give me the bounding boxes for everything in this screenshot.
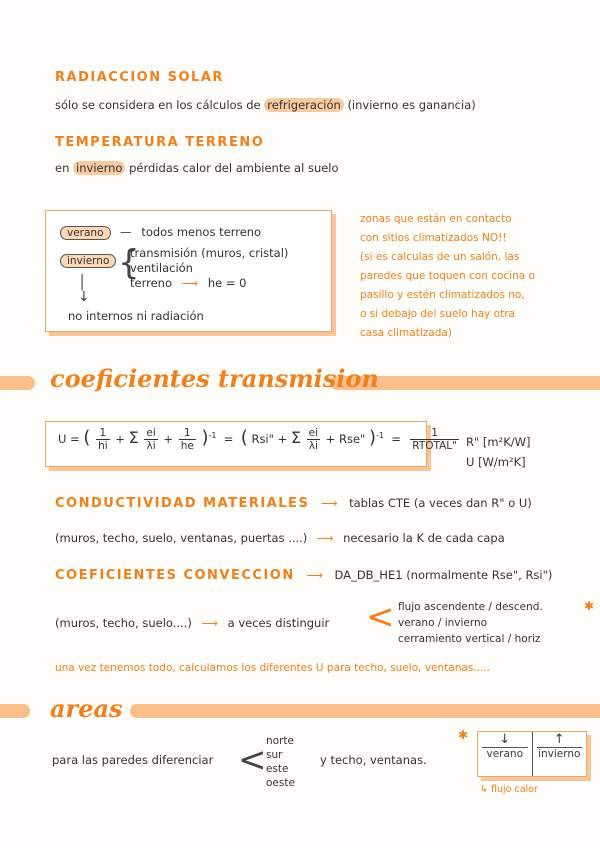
conveccion-line: (muros, techo, suelo....) ⟶ a veces distinguir bbox=[55, 616, 330, 630]
temperatura-title: TEMPERATURA TERRENO bbox=[55, 135, 265, 150]
radiacion-line-post: (invierno es ganancia) bbox=[347, 98, 476, 112]
conveccion-row bbox=[55, 568, 552, 583]
units: R" [m²K/W] U [W/m²K] bbox=[466, 435, 531, 469]
star-icon: ✱ bbox=[458, 728, 469, 742]
flujo-table bbox=[477, 731, 587, 777]
arrow-right-icon: ⟶ bbox=[201, 616, 218, 630]
arrow-up-icon: ↑ bbox=[553, 732, 565, 747]
dash-icon: — bbox=[120, 225, 132, 239]
conveccion-options: flujo ascendente / descend. verano / invierno cerramiento vertical / horiz bbox=[398, 601, 543, 645]
radiacion-line-pre: sólo se considera en los cálculos de bbox=[55, 98, 261, 112]
conveccion-title: COEFICIENTES CONVECCION bbox=[55, 568, 295, 583]
radiacion-highlight: refrigeración bbox=[264, 98, 344, 112]
arrow-right-icon: ⟶ bbox=[316, 531, 334, 545]
invierno-item-terreno: terreno ⟶ he = 0 bbox=[130, 276, 247, 290]
radiacion-line bbox=[55, 98, 476, 112]
heading-band-right bbox=[130, 704, 600, 718]
temperatura-highlight: invierno bbox=[73, 161, 125, 175]
temperatura-line bbox=[55, 161, 339, 175]
radiacion-title: RADIACCION SOLAR bbox=[55, 70, 224, 85]
orientations: norte sur este oeste bbox=[266, 735, 295, 789]
conveccion-result: DA_DB_HE1 (normalmente Rse", Rsi") bbox=[334, 568, 553, 582]
verano-text: todos menos terreno bbox=[141, 225, 262, 239]
box1-footer: no internos ni radiación bbox=[68, 309, 204, 323]
areas-line-pre: para las paredes diferenciar bbox=[52, 753, 214, 767]
u-formula: U = ( $\frac{1}{hi}$ + Σ $\frac{ei}{\lambda i}$ + $\frac{1}{he}$ )$^{-1}$ = ( Rsi" + Σ $\frac{ei}{\lambda i}$ + Rse" )$^{-1}$ = $\frac{1}{\text{RTOTAL"}}$ bbox=[58, 427, 457, 452]
verano-row bbox=[60, 225, 261, 240]
verano-pill: verano bbox=[60, 226, 111, 240]
arrow-right-icon: ⟶ bbox=[306, 568, 323, 582]
heading-band-left bbox=[0, 376, 35, 390]
invierno-item: transmisión (muros, cristal) bbox=[130, 246, 289, 260]
flujo-note: ↳ flujo calor bbox=[480, 784, 538, 795]
invierno-item: ventilación bbox=[130, 261, 193, 275]
arrow-down-icon: ↓ bbox=[499, 732, 511, 747]
arrow-right-icon: ⟶ bbox=[320, 496, 338, 510]
side-note: zonas que están en contacto con sitios climatizados NO!! (si es calculas de un salón, las paredes que toquen con cocina o pasillo y estén climatizados no, o si debajo del suelo hay otra casa climatizada) bbox=[360, 213, 535, 339]
temperatura-line-pre: en bbox=[55, 161, 70, 175]
invierno-items bbox=[130, 246, 288, 291]
invierno-pill: invierno bbox=[60, 254, 116, 268]
summary-note: una vez tenemos todo, calculamos los diferentes U para techo, suelo, ventanas..... bbox=[55, 662, 490, 674]
invierno-cell: ↑ invierno bbox=[533, 732, 587, 776]
star-icon: ✱ bbox=[584, 599, 595, 613]
conductividad-title: CONDUCTIVIDAD MATERIALES bbox=[55, 496, 310, 511]
temperatura-line-post: pérdidas calor del ambiente al suelo bbox=[129, 161, 339, 175]
heading-band-left bbox=[0, 704, 30, 718]
conductividad-line2: (muros, techo, suelo, ventanas, puertas ....) ⟶ necesario la K de cada capa bbox=[55, 531, 505, 545]
branch-icon: < bbox=[238, 740, 267, 780]
conductividad-row bbox=[55, 496, 532, 511]
verano-cell: ↓ verano bbox=[478, 732, 533, 776]
branch-icon: < bbox=[366, 597, 395, 637]
arrow-right-icon: ⟶ bbox=[181, 276, 199, 290]
areas-heading: areas bbox=[50, 694, 123, 723]
coef-heading: coeficientes transmision bbox=[50, 364, 379, 393]
arrow-icon: ↳ bbox=[480, 784, 488, 795]
conductividad-result: tablas CTE (a veces dan R" o U) bbox=[349, 496, 532, 510]
arrow-down-icon: │ ↓ bbox=[78, 275, 90, 305]
brace-icon: { bbox=[118, 243, 140, 283]
areas-line-post: y techo, ventanas. bbox=[320, 753, 427, 767]
